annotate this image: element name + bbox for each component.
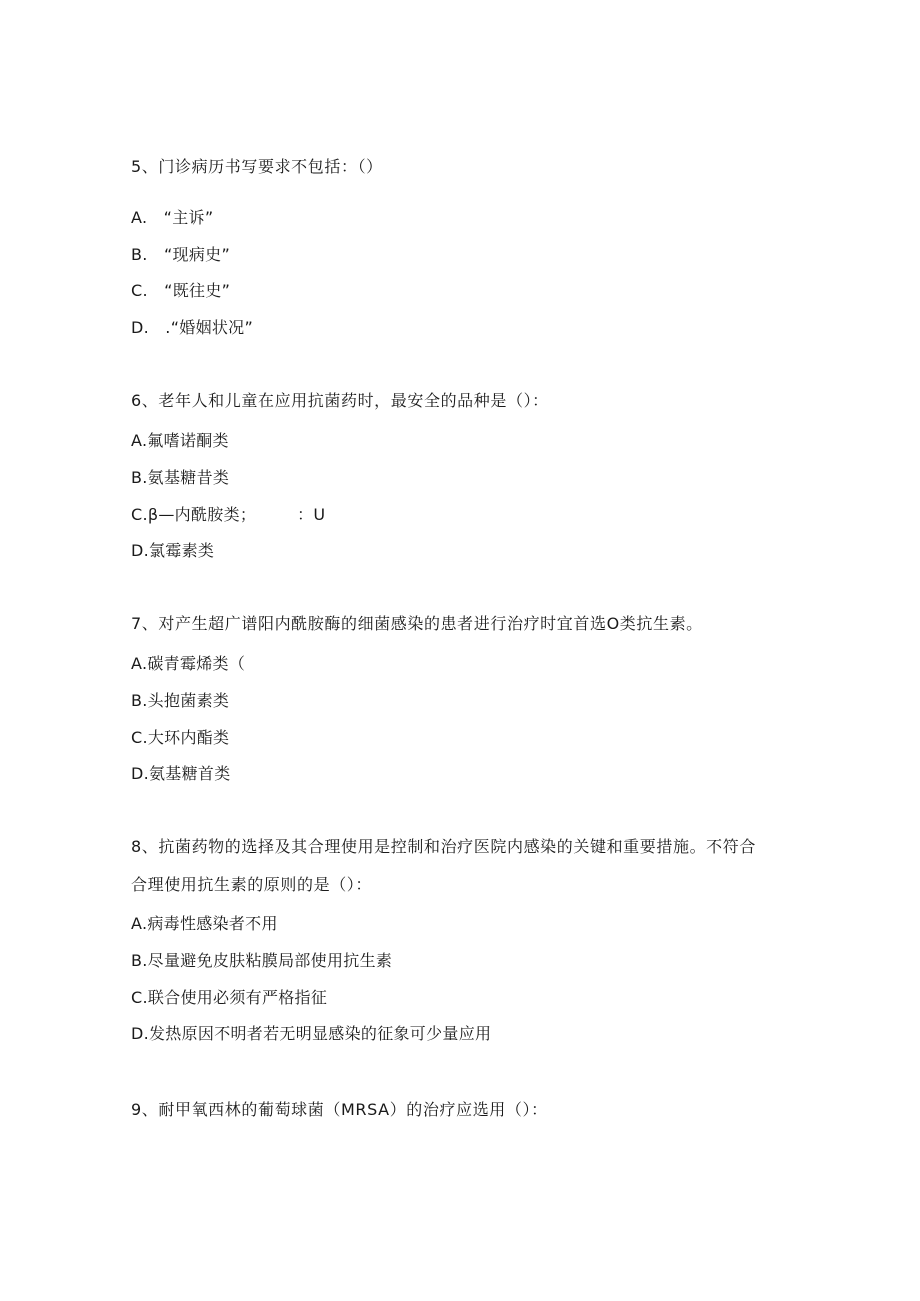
question-5-text: 5、门诊病历书写要求不包括：（）: [131, 157, 383, 176]
question-5-option-c: C. “既往史”: [131, 281, 231, 300]
question-6-text: 6、老年人和儿童在应用抗菌药时，最安全的品种是（）：: [131, 391, 549, 410]
question-7-option-d: D.氨基糖首类: [131, 764, 231, 783]
question-8-option-c: C.联合使用必须有严格指征: [131, 988, 328, 1007]
question-6-option-a: A.氟嗜诺酮类: [131, 431, 229, 450]
question-5-option-a: A. “主诉”: [131, 208, 214, 227]
question-9-text: 9、耐甲氧西林的葡萄球菌（MRSA）的治疗应选用（）：: [131, 1100, 548, 1119]
question-6-option-c: C.β—内酰胺类； ：U: [131, 505, 326, 524]
question-8-text-line-1: 8、抗菌药物的选择及其合理使用是控制和治疗医院内感染的关键和重要措施。不符合: [131, 837, 756, 856]
question-8-option-b: B.尽量避免皮肤粘膜局部使用抗生素: [131, 951, 393, 970]
question-7-text: 7、对产生超广谱阳内酰胺酶的细菌感染的患者进行治疗时宜首选O类抗生素。: [131, 614, 703, 633]
question-8-option-a: A.病毒性感染者不用: [131, 914, 278, 933]
question-5-option-d: D. .“婚姻状况”: [131, 318, 254, 337]
question-7-option-b: B.头抱菌素类: [131, 691, 230, 710]
question-5-option-b: B. “现病史”: [131, 245, 231, 264]
question-6-option-d: D.氯霉素类: [131, 541, 215, 560]
question-6-option-b: B.氨基糖昔类: [131, 468, 230, 487]
question-7-option-a: A.碳青霉烯类（: [131, 654, 246, 673]
question-7-option-c: C.大环内酯类: [131, 728, 230, 747]
question-8-text-line-2: 合理使用抗生素的原则的是（）：: [131, 875, 373, 894]
question-8-option-d: D.发热原因不明者若无明显感染的征象可少量应用: [131, 1024, 492, 1043]
